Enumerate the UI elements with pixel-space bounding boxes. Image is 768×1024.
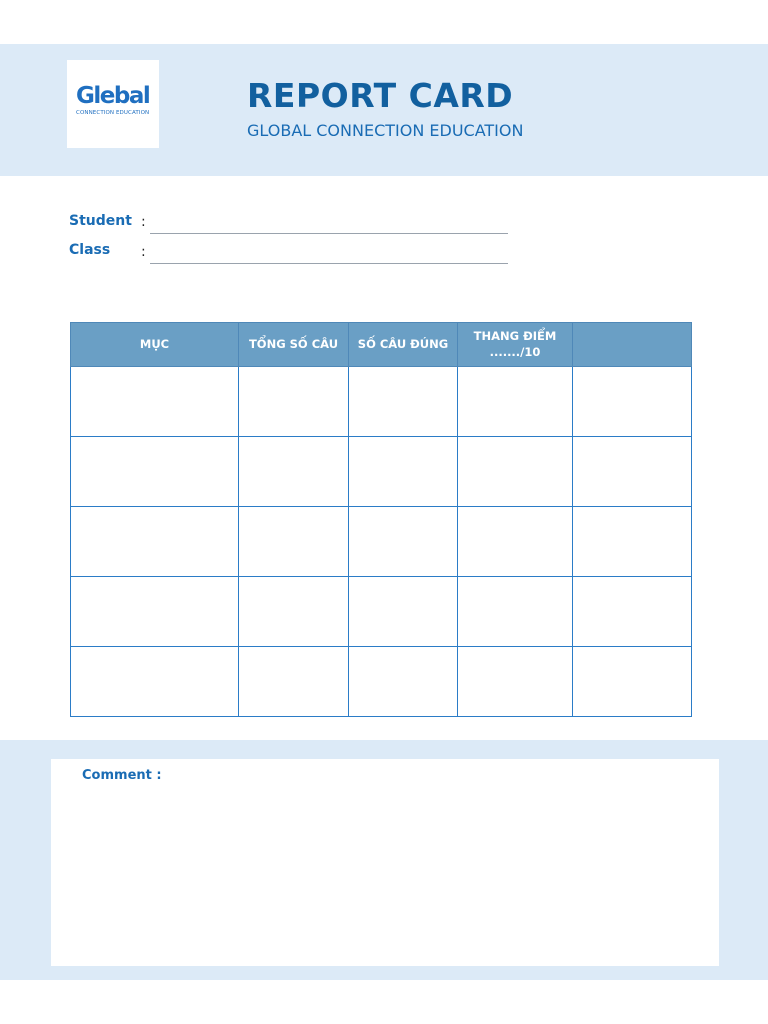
- table-cell[interactable]: [573, 507, 692, 577]
- table-cell[interactable]: [349, 507, 458, 577]
- table-cell[interactable]: [458, 647, 573, 717]
- table-cell[interactable]: [239, 577, 349, 647]
- table-row: [71, 367, 692, 437]
- table-row: [71, 437, 692, 507]
- table-cell[interactable]: [573, 367, 692, 437]
- table-cell[interactable]: [349, 647, 458, 717]
- class-colon: :: [141, 244, 146, 260]
- table-row: [71, 577, 692, 647]
- table-cell[interactable]: [239, 507, 349, 577]
- column-header-muc: MỤC: [71, 323, 239, 367]
- table-cell[interactable]: [458, 437, 573, 507]
- table-cell[interactable]: [349, 577, 458, 647]
- table-cell[interactable]: [458, 367, 573, 437]
- column-header-thang-diem: [458, 323, 573, 367]
- table-cell[interactable]: [71, 367, 239, 437]
- table-cell[interactable]: [573, 577, 692, 647]
- page-subtitle: GLOBAL CONNECTION EDUCATION: [247, 121, 524, 140]
- page-title: REPORT CARD: [247, 76, 514, 115]
- table-cell[interactable]: [349, 437, 458, 507]
- grade-table: [70, 322, 692, 717]
- student-colon: :: [141, 214, 146, 230]
- table-cell[interactable]: [71, 437, 239, 507]
- comment-box[interactable]: [51, 759, 719, 966]
- table-cell[interactable]: [349, 367, 458, 437]
- logo-tagline: CONNECTION EDUCATION: [76, 110, 150, 116]
- table-row: [71, 507, 692, 577]
- table-cell[interactable]: [573, 437, 692, 507]
- table-cell[interactable]: [239, 647, 349, 717]
- logo-wordmark: Glebal: [76, 83, 150, 109]
- thang-diem-label: THANG ĐIỂM: [473, 328, 557, 343]
- student-field[interactable]: [150, 233, 508, 234]
- class-field[interactable]: [150, 263, 508, 264]
- table-body: [71, 367, 692, 717]
- table-row: [71, 647, 692, 717]
- table-header-row: [71, 323, 692, 367]
- thang-diem-scale: ......./10: [489, 344, 541, 359]
- table-cell[interactable]: [458, 507, 573, 577]
- table-cell[interactable]: [71, 507, 239, 577]
- column-header-so-cau-dung: SỐ CÂU ĐÚNG: [349, 323, 458, 367]
- table-cell[interactable]: [71, 577, 239, 647]
- logo: [67, 60, 159, 148]
- table-cell[interactable]: [239, 437, 349, 507]
- comment-label: Comment :: [82, 768, 162, 783]
- class-label: Class: [69, 242, 111, 258]
- table-cell[interactable]: [458, 577, 573, 647]
- table-cell[interactable]: [239, 367, 349, 437]
- student-label: Student: [69, 213, 132, 229]
- table-cell[interactable]: [573, 647, 692, 717]
- column-header-tong-so-cau: TỔNG SỐ CÂU: [239, 323, 349, 367]
- table-cell[interactable]: [71, 647, 239, 717]
- column-header-blank: [573, 323, 692, 367]
